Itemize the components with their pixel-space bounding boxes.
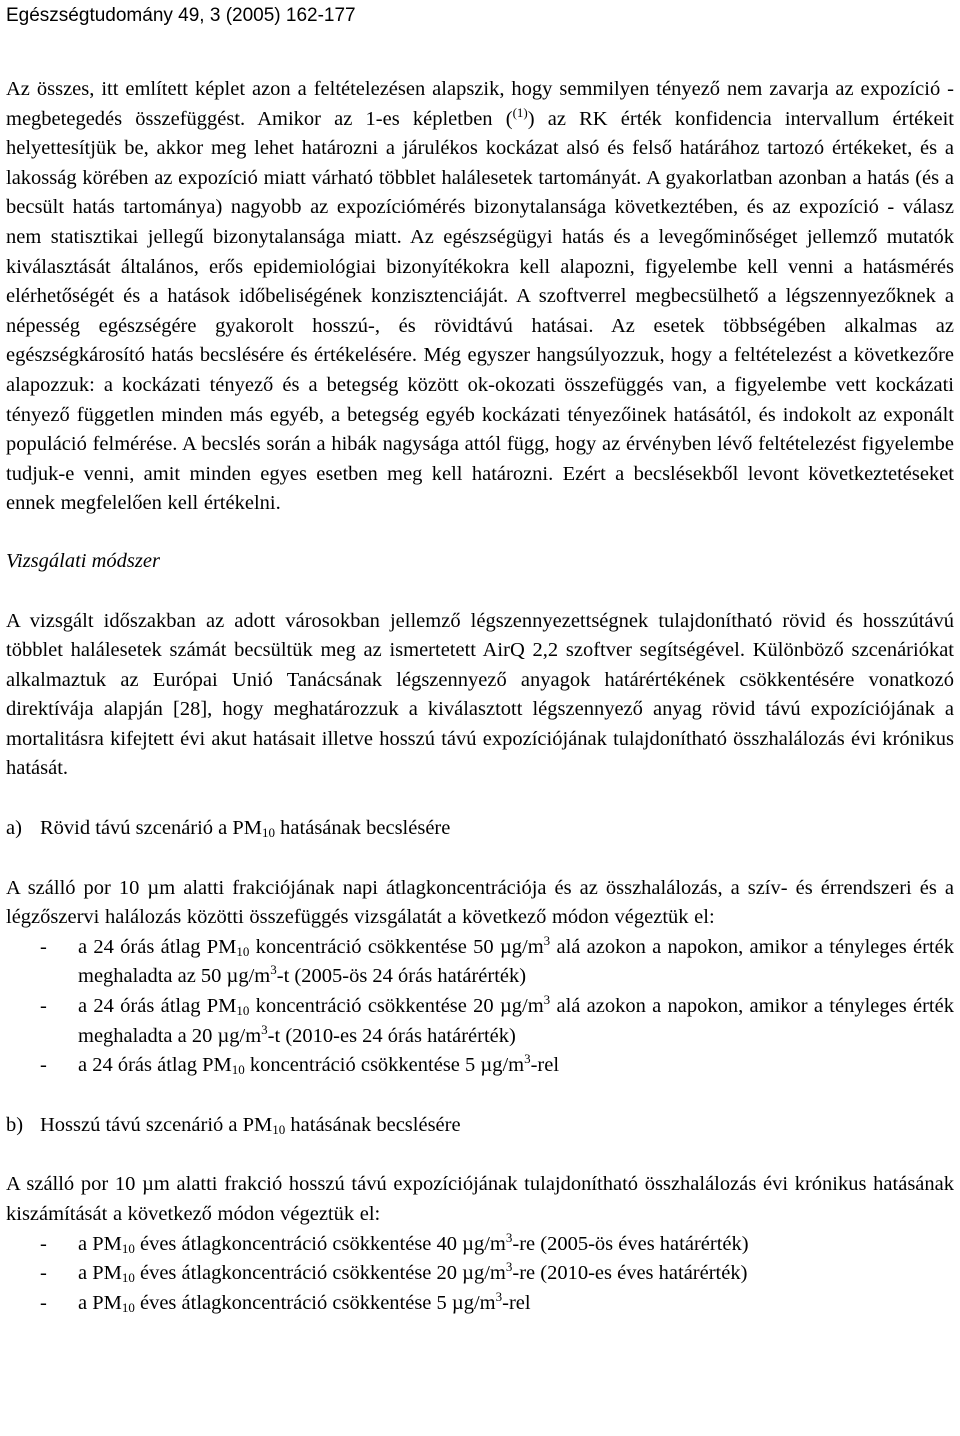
section-b-list: [6, 1230, 954, 1319]
list-item: - a $PM_{10}$ éves átlagkoncentráció csökkentése 5 $\mu g/m^3$-rel: [6, 1289, 954, 1319]
intro-text-a: Az összes, itt említett képlet azon a feltételezésen alapszik, hogy semmilyen tényező nem zavarja az expozíció - megbetegedés összefüggést. Amikor az 1-es képletben (: [6, 78, 954, 130]
section-b-label: b): [6, 1113, 24, 1136]
methods-paragraph: A vizsgált időszakban az adott városokban jellemző légszennyezettségnek tulajdonítható rövid és hosszútávú többlet halálesetek számát becsültük meg az ismertetett AirQ 2,2 szoftver segítségével. Különböző szcenáriókat alkalmaztuk az Európai Unió Tanácsának légszennyező anyagok határértékének csökkentésére vonatkozó direktívája alapján [28], hogy meghatározzuk a kiválasztott légszennyező anyag rövid távú expozíciójának a mortalitásra kifejtett évi akut hatásait illetve hosszú távú expozíciójának tulajdonítható összhalálozás évi krónikus hatását.: [6, 609, 954, 780]
intro-text-b: ) az RK érték konfidencia intervallum értékeit helyettesítjük be, akkor meg lehet határozni a járulékos kockázat alsó és felső határához tartozó értékeket, és a lakosság körében az expozíció miatt várható többlet halálesetek tartományát. A gyakorlatban azonban a hatás (és a becsült hatás tartománya) nagyobb az expozíciómérés bizonytalansága következtében, és az expozíció - válasz nem statisztikai jellegű bizonytalansága miatt. Az egészségügyi hatás és a levegőminőséget jellemző mutatók kiválasztását általános, erős epidemiológiai bizonyítékokra kell alapozni, figyelembe kell venni a hatásmérés elérhetőségét és a hatások időbeliségének konzisztenciáját. A szoftverrel megbecsülhető a légszennyezőknek a népesség egészségére gyakorolt hosszú-, és rövidtávú hatásai. Az esetek többségében alkalmas az egészségkárosító hatás becslésére és értékelésére. Még egyszer hangsúlyozzuk, hogy a feltételezést a következőre alapozzuk: a kockázati tényező és a betegség között ok-okozati összefüggés van, a figyelembe vett kockázati tényező független minden más egyéb, a betegség egyéb kockázati tényezőinek hatásától, és indokolt az exponált populáció felmérése. A becslés során a hibák nagysága attól függ, hogy az érvényben lévő feltételezést figyelembe tudjuk-e venni, amit minden egyes esetben meg kell határozni. Ezért a becslésekből levont következtetéseket ennek megfelelően kell értékelni.: [6, 107, 954, 515]
section-a-label: a): [6, 817, 22, 840]
formula-ref: (1): [512, 104, 528, 120]
journal-header: Egészségtudomány 49, 3 (2005) 162-177: [6, 5, 356, 26]
section-a-list: [6, 933, 954, 1081]
section-a-title: a) Rövid távú szcenárió a $PM_{10}$ hatásának becslésére: [6, 814, 954, 844]
section-a-intro: A szálló por 10 µm alatti frakciójának napi átlagkoncentrációja és az összhalálozás, a szív- és érrendszeri és a légzőszervi halálozás közötti összefüggés vizsgálatát a következő módon végeztük el:: [6, 876, 954, 929]
section-b-intro: A szálló por 10 µm alatti frakció hosszú távú expozíciójának tulajdonítható összhalálozás évi krónikus hatásának kiszámítását a következő módon végeztük el:: [6, 1173, 954, 1225]
list-item: - a 24 órás átlag $PM_{10}$ koncentráció csökkentése 20 $\mu g/m^3$ alá azokon a napokon, amikor a tényleges érték meghaladta a 20 $\mu g/m^3-t$ (2010-es 24 órás határérték): [6, 992, 954, 1051]
page-body: [6, 75, 954, 1318]
list-item: - a $PM_{10}$ éves átlagkoncentráció csökkentése 40 $\mu g/m^3-re$ (2005-ös éves határérték): [6, 1230, 954, 1260]
list-item: - a 24 órás átlag $PM_{10}$ koncentráció csökkentése 5 $\mu g/m^3$-rel: [6, 1051, 954, 1081]
list-item: - a 24 órás átlag $PM_{10}$ koncentráció csökkentése 50 $\mu g/m^3$ alá azokon a napokon, amikor a tényleges érték meghaladta az 50 $\mu g/m^3-t$ (2005-ös 24 órás határérték): [6, 933, 954, 992]
methods-heading: Vizsgálati módszer: [6, 549, 160, 572]
list-item: - a $PM_{10}$ éves átlagkoncentráció csökkentése 20 $\mu g/m^3-re$ (2010-es éves határérték): [6, 1259, 954, 1289]
section-b-title: b) Hosszú távú szcenárió a $PM_{10}$ hatásának becslésére: [6, 1111, 954, 1141]
intro-paragraph: [6, 75, 954, 519]
